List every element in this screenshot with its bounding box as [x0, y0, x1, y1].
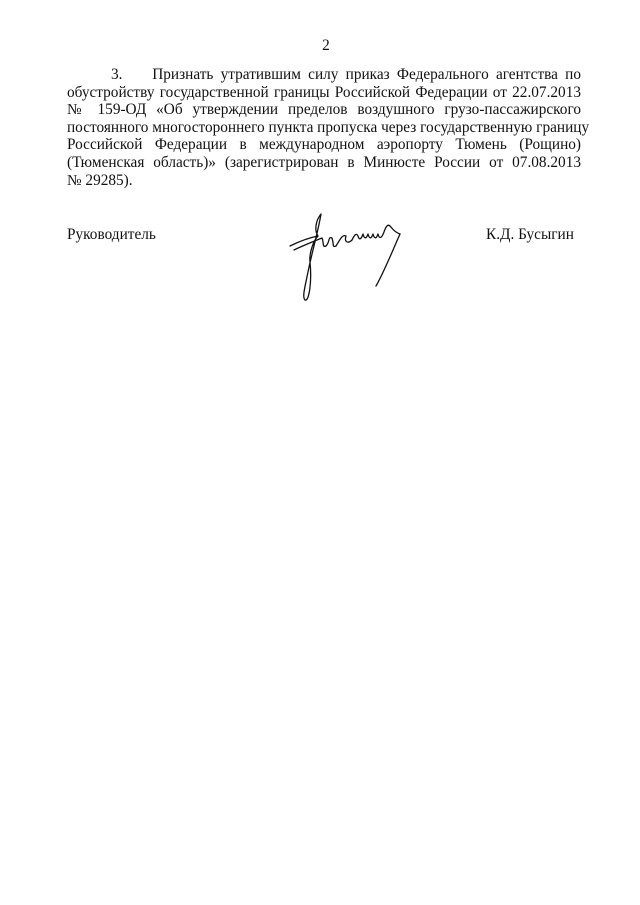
line-text: Признать утратившим силу приказ Федерального агентства по: [152, 66, 581, 83]
page-number: 2: [322, 37, 330, 54]
paragraph-line: Российской Федерации в международном аэропорту Тюмень (Рощино): [67, 136, 581, 154]
handwritten-signature: [288, 212, 413, 307]
paragraph-3: [67, 66, 590, 189]
paragraph-line: (Тюменская область)» (зарегистрирован в Минюсте России от 07.08.2013: [67, 153, 581, 171]
paragraph-line: [67, 66, 581, 84]
paragraph-line: № 159-ОД «Об утверждении пределов воздушного грузо-пассажирского: [67, 101, 581, 119]
paragraph-number: 3.: [111, 66, 123, 83]
signatory-role: Руководитель: [67, 226, 156, 243]
signatory-name: К.Д. Бусыгин: [486, 226, 574, 243]
paragraph-line: постоянного многостороннего пункта пропуска через государственную границу: [67, 118, 590, 136]
paragraph-line: № 29285).: [67, 171, 133, 189]
paragraph-line: обустройству государственной границы Российской Федерации от 22.07.2013: [67, 83, 581, 101]
